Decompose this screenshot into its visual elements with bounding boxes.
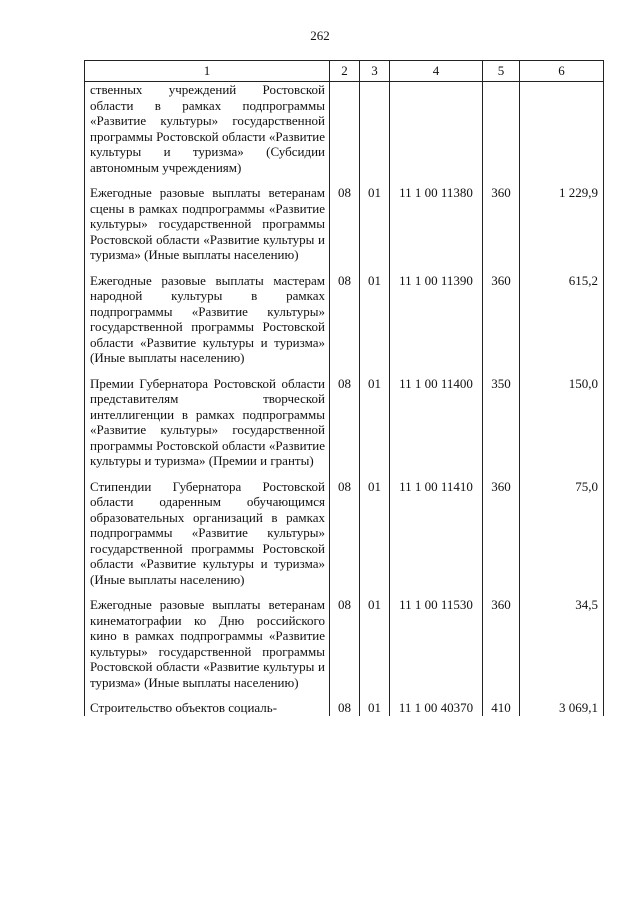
table-row <box>85 700 604 716</box>
row-target-code: 11 1 00 11410 <box>390 479 483 598</box>
row-section: 08 <box>330 376 360 479</box>
row-amount: 615,2 <box>520 273 604 376</box>
row-expense-type: 410 <box>483 700 520 716</box>
row-expense-type: 360 <box>483 479 520 598</box>
row-expense-type: 360 <box>483 185 520 273</box>
row-amount: 34,5 <box>520 597 604 700</box>
row-expense-type: 350 <box>483 376 520 479</box>
row-target-code: 11 1 00 11400 <box>390 376 483 479</box>
table-row <box>85 82 604 186</box>
column-header-4: 4 <box>390 61 483 82</box>
row-description: Премии Губернатора Ростовской области представителям творческой интеллигенции в рамках подпрограммы «Развитие культуры» государственной программы Ростовской области «Развитие культуры и туризма» (Премии и гранты) <box>85 376 330 479</box>
column-header-6: 6 <box>520 61 604 82</box>
row-subsection: 01 <box>360 185 390 273</box>
row-subsection: 01 <box>360 597 390 700</box>
row-description: Ежегодные разовые выплаты мастерам народной культуры в рамках подпрограммы «Развитие культуры» государственной программы Ростовской области «Развитие культуры и туризма» (Иные выплаты населению) <box>85 273 330 376</box>
row-description: Ежегодные разовые выплаты ветеранам сцены в рамках подпрограммы «Развитие культуры» государственной программы Ростовской области «Развитие культуры и туризма» (Иные выплаты населению) <box>85 185 330 273</box>
table-row <box>85 597 604 700</box>
row-subsection: 01 <box>360 700 390 716</box>
row-target-code: 11 1 00 11530 <box>390 597 483 700</box>
row-subsection <box>360 82 390 186</box>
row-subsection: 01 <box>360 376 390 479</box>
table-header-row <box>85 61 604 82</box>
row-description: Ежегодные разовые выплаты ветеранам кинематографии ко Дню российского кино в рамках подпрограммы «Развитие культуры» государственной программы Ростовской области «Развитие культуры и туризма» (Иные выплаты населению) <box>85 597 330 700</box>
row-subsection: 01 <box>360 273 390 376</box>
table-row <box>85 479 604 598</box>
column-header-5: 5 <box>483 61 520 82</box>
row-amount <box>520 82 604 186</box>
row-amount: 3 069,1 <box>520 700 604 716</box>
row-amount: 1 229,9 <box>520 185 604 273</box>
row-description: Строительство объектов социаль- <box>85 700 330 716</box>
row-section: 08 <box>330 185 360 273</box>
column-header-3: 3 <box>360 61 390 82</box>
row-amount: 150,0 <box>520 376 604 479</box>
row-target-code <box>390 82 483 186</box>
row-target-code: 11 1 00 40370 <box>390 700 483 716</box>
row-expense-type: 360 <box>483 597 520 700</box>
row-section <box>330 82 360 186</box>
row-section: 08 <box>330 273 360 376</box>
row-target-code: 11 1 00 11380 <box>390 185 483 273</box>
budget-table <box>84 60 604 716</box>
row-section: 08 <box>330 479 360 598</box>
column-header-1: 1 <box>85 61 330 82</box>
row-description: Стипендии Губернатора Ростовской области одаренным обучающимся образовательных организаций в рамках подпрограммы «Развитие культуры» государственной программы Ростовской области «Развитие культуры и туризма» (Иные выплаты населению) <box>85 479 330 598</box>
row-amount: 75,0 <box>520 479 604 598</box>
row-target-code: 11 1 00 11390 <box>390 273 483 376</box>
row-expense-type: 360 <box>483 273 520 376</box>
row-section: 08 <box>330 700 360 716</box>
row-section: 08 <box>330 597 360 700</box>
row-description: ственных учреждений Ростовской области в рамках подпрограммы «Развитие культуры» государственной программы Ростовской области «Развитие культуры и туризма» (Субсидии автономным учреждениям) <box>85 82 330 186</box>
table-row <box>85 185 604 273</box>
row-subsection: 01 <box>360 479 390 598</box>
table-row <box>85 273 604 376</box>
row-expense-type <box>483 82 520 186</box>
column-header-2: 2 <box>330 61 360 82</box>
table-row <box>85 376 604 479</box>
page-number: 262 <box>310 28 330 43</box>
